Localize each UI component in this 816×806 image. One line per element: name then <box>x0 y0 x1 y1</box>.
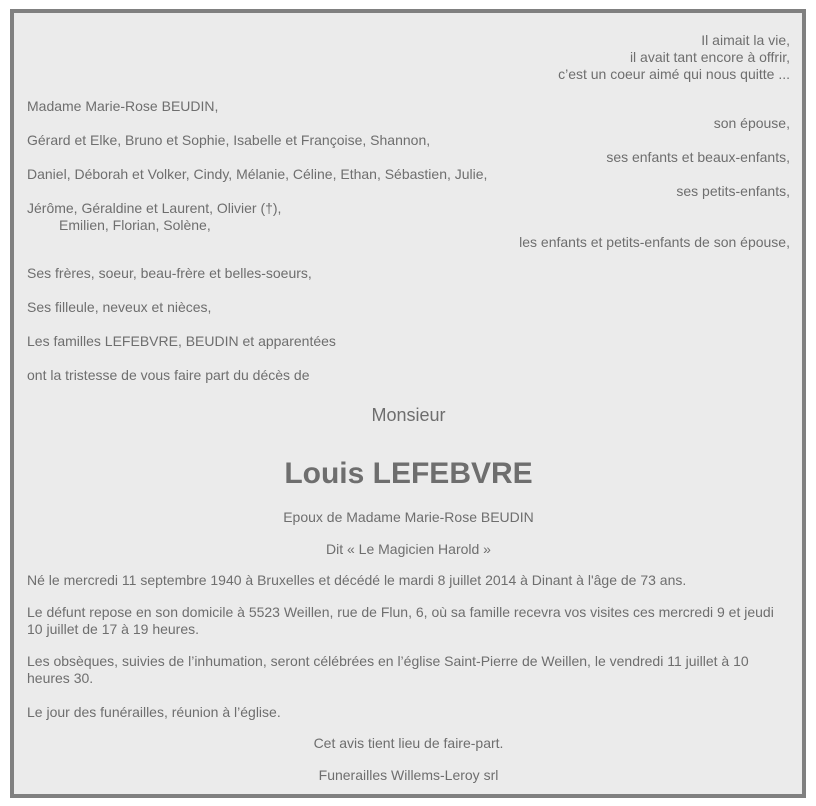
alias-line: Dit « Le Magicien Harold » <box>326 541 491 557</box>
notice-line: Cet avis tient lieu de faire-part. <box>313 735 504 751</box>
spouse-children-role: les enfants et petits-enfants de son épouse, <box>519 234 790 250</box>
spouse-role: son épouse, <box>713 115 790 131</box>
spouse-children-names-1: Jérôme, Géraldine et Laurent, Olivier (†), <box>27 200 282 216</box>
grandchildren-role: ses petits-enfants, <box>676 183 790 199</box>
birth-death-paragraph: Né le mercredi 11 septembre 1940 à Bruxelles et décédé le mardi 8 juillet 2014 à Dinant à l'âge de 73 ans. <box>27 572 687 588</box>
visitation-paragraph: Le défunt repose en son domicile à 5523 Weillen, rue de Flun, 6, où sa famille recevra vos visites ces mercredi 9 et jeudi 10 juillet de 17 à 19 heures. <box>27 604 774 637</box>
deceased-name: Louis LEFEBVRE <box>284 457 533 490</box>
spouse-children-names-2: Emilien, Florian, Solène, <box>59 217 211 233</box>
poem-line-3: c’est un coeur aimé qui nous quitte ... <box>558 66 790 82</box>
obituary-card <box>10 9 806 798</box>
spouse-of-line: Epoux de Madame Marie-Rose BEUDIN <box>283 509 534 525</box>
siblings-line: Ses frères, soeur, beau-frère et belles-soeurs, <box>27 265 312 281</box>
spouse-name: Madame Marie-Rose BEUDIN, <box>27 98 219 114</box>
poem-line-1: Il aimait la vie, <box>701 32 790 48</box>
poem-line-2: il avait tant encore à offrir, <box>629 49 790 65</box>
families-line: Les familles LEFEBVRE, BEUDIN et apparentées <box>27 333 336 349</box>
meeting-paragraph: Le jour des funérailles, réunion à l’église. <box>27 704 281 720</box>
godchildren-line: Ses filleule, neveux et nièces, <box>27 299 212 315</box>
announce-line: ont la tristesse de vous faire part du décès de <box>27 367 310 383</box>
funeral-home: Funerailles Willems-Leroy srl <box>318 767 499 783</box>
deceased-title: Monsieur <box>371 405 446 425</box>
grandchildren-names: Daniel, Déborah et Volker, Cindy, Mélanie, Céline, Ethan, Sébastien, Julie, <box>27 166 488 182</box>
funeral-paragraph: Les obsèques, suivies de l’inhumation, seront célébrées en l’église Saint-Pierre de Weillen, le vendredi 11 juillet à 10 heures 30. <box>27 653 749 686</box>
children-names: Gérard et Elke, Bruno et Sophie, Isabelle et Françoise, Shannon, <box>27 132 431 148</box>
children-role: ses enfants et beaux-enfants, <box>606 149 790 165</box>
